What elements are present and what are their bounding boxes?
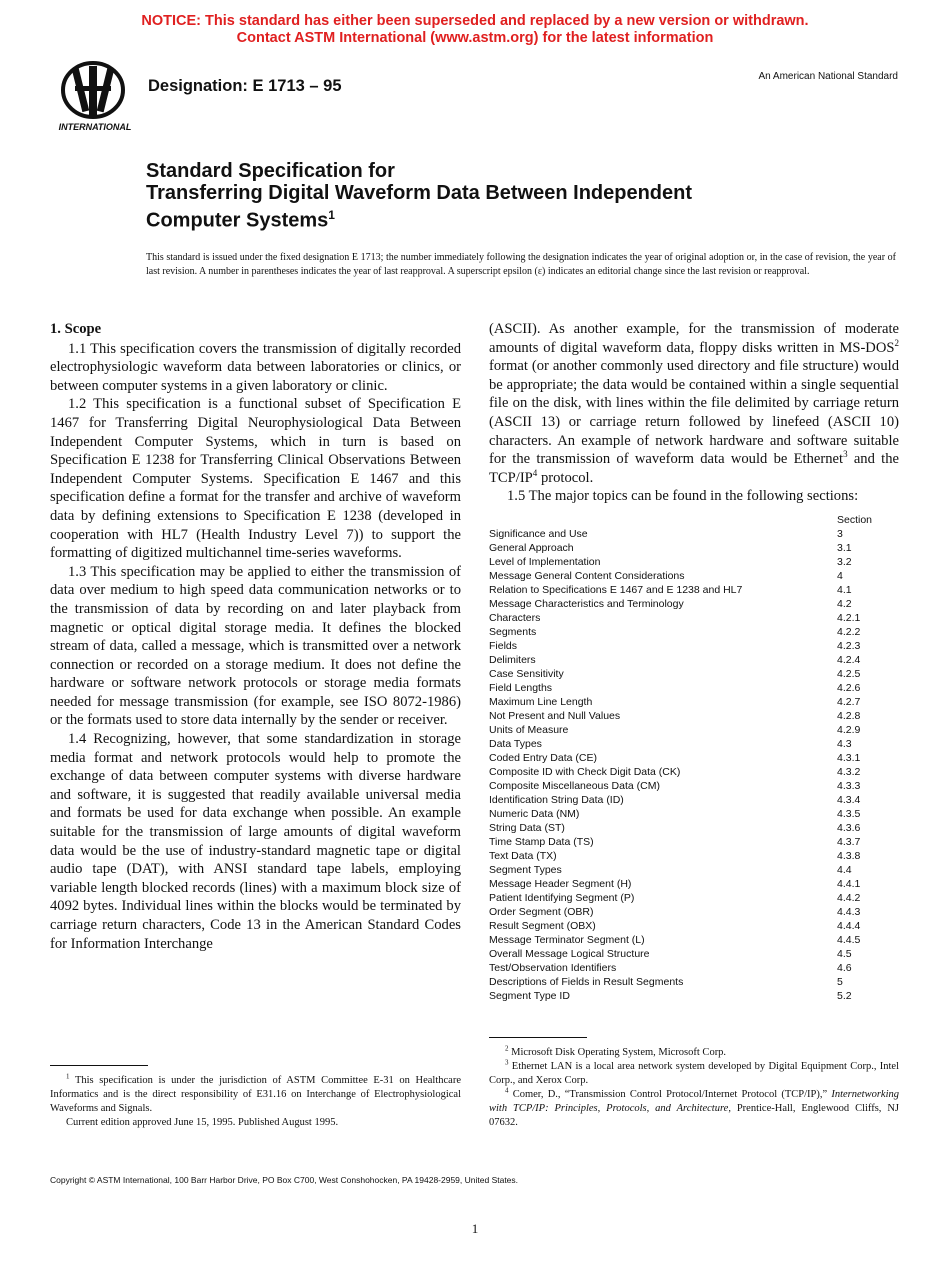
footnote-1: $^1$ This specification is under the jurisdiction of ASTM Committee E-31 on Healthcare Informatics and is the direct responsibility of E31.16 on Interchange of Electrophysiological Waveforms and Signals. [50, 1072, 461, 1114]
topic-section-number: 4.4.5 [837, 934, 861, 946]
topic-name: Not Present and Null Values [489, 710, 621, 722]
topic-name: Result Segment (OBX) [489, 920, 596, 932]
topic-name: Units of Measure [489, 724, 569, 736]
topic-section-number: 4.3.5 [837, 808, 861, 820]
topics-table-row [489, 835, 899, 849]
topic-name: Descriptions of Fields in Result Segments [489, 976, 684, 988]
topic-section-number: 4.2.2 [837, 626, 861, 638]
topics-table-row [489, 821, 899, 835]
topics-table-row [489, 891, 899, 905]
topic-section-number: 4 [837, 570, 843, 582]
topic-name: Data Types [489, 738, 542, 750]
topic-section-number: 4.2.8 [837, 710, 861, 722]
topic-section-number: 4.1 [837, 584, 852, 596]
topic-section-number: 4.2.9 [837, 724, 861, 736]
topic-name: Message Terminator Segment (L) [489, 934, 645, 946]
topic-name: Patient Identifying Segment (P) [489, 892, 635, 904]
topic-section-number: 4.2.3 [837, 640, 861, 652]
section-column-header: Section [837, 514, 873, 526]
astm-logo [55, 60, 135, 136]
topics-table-row [489, 667, 899, 681]
topic-name: Numeric Data (NM) [489, 808, 580, 820]
topics-table-row [489, 905, 899, 919]
paragraph-1-4-continued: (ASCII). As another example, for the transmission of moderate amounts of digital waveform data, floppy disks written in MS-DOS$^2$ format (or another commonly used directory and file structure) would be appropriate; the data would be contained within a single sequential file on the disk, with lines within the file delimited by carriage return (ASCII 13) or carriage return followed by linefeed (ASCII 10) characters. An example of network hardware and software suitable for the transmission of waveform data would be Ethernet$^3$ and the TCP/$IP^4$ protocol. [489, 321, 899, 486]
topic-name: Segment Type ID [489, 990, 570, 1002]
topics-table-row [489, 625, 899, 639]
topic-name: Composite Miscellaneous Data (CM) [489, 780, 660, 792]
footnote-4: $^4$ Comer, D., “Transmission Control Protocol/Internet Protocol (TCP/IP),” Internetworking with TCP/IP: Principles, Protocols, and Architecture, Prentice-Hall, Englewood Cliffs, NJ 07632. [489, 1086, 900, 1128]
designation: Designation: E 1713 – 95 [148, 77, 342, 95]
topic-section-number: 4.2.5 [837, 668, 861, 680]
topics-table-row [489, 765, 899, 779]
topic-section-number: 4.3.1 [837, 752, 861, 764]
topic-name: General Approach [489, 542, 574, 554]
topics-table-row [489, 919, 899, 933]
topics-table-row [489, 597, 899, 611]
topic-name: Message Header Segment (H) [489, 878, 632, 890]
topics-table-row [489, 989, 899, 1003]
topic-name: Delimiters [489, 654, 536, 666]
national-standard-label: An American National Standard [758, 71, 898, 82]
topic-section-number: 4.4 [837, 864, 852, 876]
topic-name: Case Sensitivity [489, 668, 564, 680]
notice-banner [0, 13, 950, 47]
topic-name: Field Lengths [489, 682, 553, 694]
document-title [146, 160, 692, 232]
topic-section-number: 5 [837, 976, 843, 988]
topics-table-row [489, 751, 899, 765]
topic-name: Message Characteristics and Terminology [489, 598, 684, 610]
topic-name: Segment Types [489, 864, 562, 876]
copyright-notice: Copyright © ASTM International, 100 Barr Harbor Drive, PO Box C700, West Conshohocken, PA 19428-2959, United States. [50, 1175, 519, 1185]
topics-table-row [489, 877, 899, 891]
topic-name: Relation to Specifications E 1467 and E 1238 and HL7 [489, 584, 743, 596]
paragraph-1-2: 1.2 This specification is a functional subset of Specification E 1467 for Transferring Digital Neurophysiological Data Between Independent Computer Systems, which in turn is based on Specification E 1238 for Transferring Clinical Observations Between Independent Computer Systems. Specification E 1467 and this specification define a format for the transfer and archive of waveform data by defining extensions to Specification E 1238 (developed in cooperation with HL7 (Health Industry Level 7)) to support the formatting of digitized multichannel time-series waveforms. [50, 396, 461, 562]
paragraph-1-1: 1.1 This specification covers the transmission of digitally recorded electrophysiologic waveform data between laboratories or clinics, or between computer systems in a given laboratory or clinic. [50, 340, 461, 394]
section-heading-scope: 1. Scope [50, 321, 102, 337]
topic-section-number: 3.1 [837, 542, 852, 554]
topics-table-row [489, 653, 899, 667]
title-line-3: Computer Systems$^1$ [146, 208, 335, 232]
footnotes-right [489, 1046, 899, 1130]
topic-section-number: 4.2.7 [837, 696, 861, 708]
topic-name: Message General Content Considerations [489, 570, 685, 582]
footnote-3: $^3$ Ethernet LAN is a local area network system developed by Digital Equipment Corp., Intel Corp., and Xerox Corp. [489, 1058, 899, 1086]
topics-table-row [489, 793, 899, 807]
footnote-1-edition: Current edition approved June 15, 1995. Published August 1995. [66, 1117, 339, 1128]
topics-table-row [489, 611, 899, 625]
topic-name: Maximum Line Length [489, 696, 593, 708]
paragraph-1-4: 1.4 Recognizing, however, that some standardization in storage media format and network protocols would help to promote the exchange of data between computer systems with diverse hardware and software, it is suggested that readily available universal media and formats be used for data exchange when possible. An example suitable for the transmission of large amounts of digital waveform data would be the use of industry-standard magnetic tape or digital audio tape (DAT), with ANSI standard tape labels, employing variable length blocked records (lines) with a maximum block size of 4092 bytes. Individual lines within the blocks would be terminated by carriage return characters, Code 13 in the American Standard Codes for Information Interchange [50, 731, 461, 952]
topic-section-number: 3 [837, 528, 843, 540]
topic-section-number: 4.4.1 [837, 878, 861, 890]
topics-table-row [489, 737, 899, 751]
topic-section-number: 4.4.3 [837, 906, 861, 918]
topic-section-number: 4.3 [837, 738, 852, 750]
topic-section-number: 4.3.6 [837, 822, 861, 834]
logo-text: INTERNATIONAL [58, 122, 132, 132]
topic-name: Significance and Use [489, 528, 588, 540]
topic-section-number: 4.5 [837, 948, 852, 960]
topic-section-number: 5.2 [837, 990, 852, 1002]
topics-table-row [489, 709, 899, 723]
topics-table-row [489, 961, 899, 975]
topic-name: Text Data (TX) [489, 850, 557, 862]
topic-section-number: 4.3.8 [837, 850, 861, 862]
topic-name: Fields [489, 640, 518, 652]
right-column [489, 320, 899, 506]
footnote-divider-right [489, 1037, 587, 1038]
topics-table-row [489, 807, 899, 821]
topics-table-row [489, 863, 899, 877]
topics-table-row [489, 723, 899, 737]
topic-section-number: 4.2 [837, 598, 852, 610]
topics-table-row [489, 527, 899, 541]
topics-table-row [489, 569, 899, 583]
topics-table [489, 513, 899, 1003]
title-footnote-ref: 1 [328, 208, 335, 222]
topic-name: Level of Implementation [489, 556, 601, 568]
topic-name: Time Stamp Data (TS) [489, 836, 594, 848]
topics-table-row [489, 681, 899, 695]
footnotes-left [50, 1074, 461, 1130]
issued-note: This standard is issued under the fixed designation E 1713; the number immediately following the designation indicates the year of original adoption or, in the case of revision, the year of last revision. A number in parentheses indicates the year of last reapproval. A superscript epsilon (ε) indicates an editorial change since the last revision or reapproval. [146, 252, 896, 277]
left-column [50, 320, 461, 953]
topic-section-number: 3.2 [837, 556, 852, 568]
topics-table-row [489, 849, 899, 863]
topics-table-row [489, 695, 899, 709]
page-number: 1 [471, 1221, 479, 1236]
topics-table-row [489, 541, 899, 555]
paragraph-1-3: 1.3 This specification may be applied to either the transmission of data over medium to high speed data communication networks or to the transmission of data by recording on and later playback from magnetic or optical digital storage media. It defines the blocked stream of data, called a message, which is transmitted over a network connection or recorded on a storage medium. It does not define the hardware or software network protocols or storage media formats needed for message transmission (for example, see ISO 8072-1986) or the formats used to store data internally by the sender or receiver. [50, 563, 461, 729]
topics-table-row [489, 583, 899, 597]
topic-section-number: 4.3.7 [837, 836, 861, 848]
topic-name: Overall Message Logical Structure [489, 948, 650, 960]
topic-name: Coded Entry Data (CE) [489, 752, 597, 764]
topic-section-number: 4.4.4 [837, 920, 861, 932]
topic-name: Test/Observation Identifiers [489, 962, 617, 974]
topics-table-header [489, 513, 899, 527]
footnote-divider-left [50, 1065, 148, 1066]
notice-line-1: NOTICE: This standard has either been superseded and replaced by a new version or withdrawn. [141, 13, 809, 29]
topic-name: Identification String Data (ID) [489, 794, 624, 806]
topics-table-row [489, 933, 899, 947]
topic-name: Characters [489, 612, 541, 624]
notice-line-2: Contact ASTM International (www.astm.org) for the latest information [236, 30, 714, 46]
title-line-1: Standard Specification for [146, 160, 395, 182]
topics-table-row [489, 779, 899, 793]
topic-name: Composite ID with Check Digit Data (CK) [489, 766, 681, 778]
topic-section-number: 4.3.4 [837, 794, 861, 806]
paragraph-1-5: 1.5 The major topics can be found in the following sections: [507, 488, 859, 505]
topic-section-number: 4.4.2 [837, 892, 861, 904]
topic-name: Order Segment (OBR) [489, 906, 594, 918]
topic-section-number: 4.6 [837, 962, 852, 974]
title-line-2: Transferring Digital Waveform Data Between Independent [146, 182, 693, 204]
topics-table-row [489, 975, 899, 989]
topic-section-number: 4.3.2 [837, 766, 861, 778]
topics-table-row [489, 947, 899, 961]
topics-table-row [489, 639, 899, 653]
topics-table-row [489, 555, 899, 569]
topic-section-number: 4.2.1 [837, 612, 861, 624]
topic-name: String Data (ST) [489, 822, 565, 834]
topic-section-number: 4.3.3 [837, 780, 861, 792]
topic-section-number: 4.2.4 [837, 654, 861, 666]
topic-section-number: 4.2.6 [837, 682, 861, 694]
footnote-2: $^2$ Microsoft Disk Operating System, Microsoft Corp. [505, 1044, 727, 1058]
topic-name: Segments [489, 626, 537, 638]
